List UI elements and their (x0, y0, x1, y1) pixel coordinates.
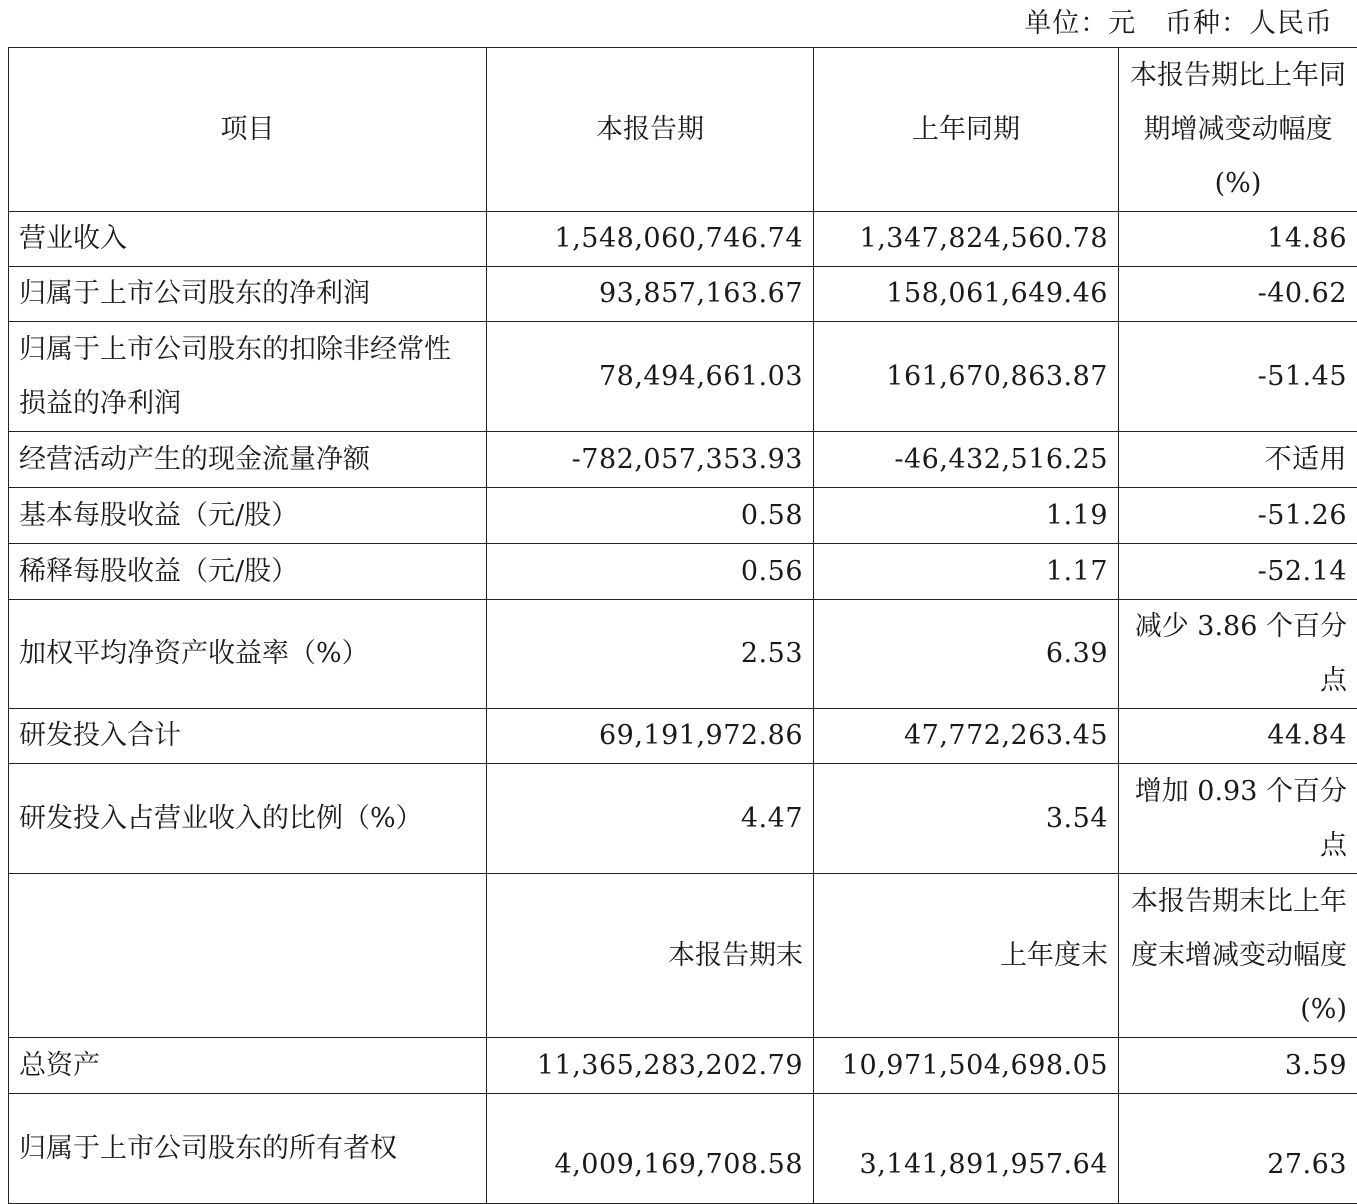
row-current: 0.58 (487, 488, 814, 544)
header-item: 项目 (9, 48, 487, 212)
subheader-period-end: 本报告期末 (487, 874, 814, 1038)
row-change: 减少 3.86 个百分点 (1119, 600, 1357, 709)
row-prior: 6.39 (814, 600, 1119, 709)
row-prior: 3.54 (814, 764, 1119, 874)
table-row (9, 600, 1357, 709)
table-row (9, 709, 1357, 764)
header-prior-period: 上年同期 (814, 48, 1119, 212)
header-change-pct: 本报告期比上年同期增减变动幅度(%) (1119, 48, 1357, 212)
table-row (9, 544, 1357, 600)
table-subheader-row (9, 874, 1357, 1038)
row-label: 营业收入 (9, 212, 487, 267)
row-label: 研发投入占营业收入的比例（%） (9, 764, 487, 874)
row-label: 总资产 (9, 1038, 487, 1094)
row-current: 69,191,972.86 (487, 709, 814, 764)
row-change: 3.59 (1119, 1038, 1357, 1094)
row-prior: -46,432,516.25 (814, 432, 1119, 488)
subheader-item (9, 874, 487, 1038)
row-prior: 10,971,504,698.05 (814, 1038, 1119, 1094)
row-change: -51.45 (1119, 322, 1357, 432)
row-change: -40.62 (1119, 267, 1357, 322)
table-row (9, 1094, 1357, 1204)
row-change: -51.26 (1119, 488, 1357, 544)
row-prior: 1.19 (814, 488, 1119, 544)
row-current: 11,365,283,202.79 (487, 1038, 814, 1094)
table-row (9, 267, 1357, 322)
row-current: -782,057,353.93 (487, 432, 814, 488)
table-row (9, 764, 1357, 874)
row-prior: 47,772,263.45 (814, 709, 1119, 764)
row-change: 不适用 (1119, 432, 1357, 488)
row-current: 1,548,060,746.74 (487, 212, 814, 267)
subheader-change-pct: 本报告期末比上年度末增减变动幅度(%) (1119, 874, 1357, 1038)
row-change: 44.84 (1119, 709, 1357, 764)
header-current-period: 本报告期 (487, 48, 814, 212)
row-label: 加权平均净资产收益率（%） (9, 600, 487, 709)
row-label: 归属于上市公司股东的净利润 (9, 267, 487, 322)
unit-currency-note: 单位：元 币种：人民币 (1024, 4, 1333, 44)
row-label: 基本每股收益（元/股） (9, 488, 487, 544)
row-change: -52.14 (1119, 544, 1357, 600)
row-change: 增加 0.93 个百分点 (1119, 764, 1357, 874)
table-row (9, 212, 1357, 267)
table-row (9, 432, 1357, 488)
table-row (9, 322, 1357, 432)
row-change: 14.86 (1119, 212, 1357, 267)
row-label: 归属于上市公司股东的扣除非经常性损益的净利润 (9, 322, 487, 432)
row-change: 27.63 (1119, 1094, 1357, 1204)
subheader-prior-year-end: 上年度末 (814, 874, 1119, 1038)
row-prior: 158,061,649.46 (814, 267, 1119, 322)
table-header-row (9, 48, 1357, 212)
row-current: 4,009,169,708.58 (487, 1094, 814, 1204)
row-prior: 1.17 (814, 544, 1119, 600)
row-prior: 161,670,863.87 (814, 322, 1119, 432)
row-label: 稀释每股收益（元/股） (9, 544, 487, 600)
row-label: 经营活动产生的现金流量净额 (9, 432, 487, 488)
row-prior: 3,141,891,957.64 (814, 1094, 1119, 1204)
row-label: 归属于上市公司股东的所有者权 (9, 1094, 487, 1204)
financial-summary-table (8, 47, 1357, 1204)
row-prior: 1,347,824,560.78 (814, 212, 1119, 267)
table-row (9, 488, 1357, 544)
row-current: 78,494,661.03 (487, 322, 814, 432)
row-current: 2.53 (487, 600, 814, 709)
row-label: 研发投入合计 (9, 709, 487, 764)
row-current: 0.56 (487, 544, 814, 600)
row-current: 4.47 (487, 764, 814, 874)
table-row (9, 1038, 1357, 1094)
row-current: 93,857,163.67 (487, 267, 814, 322)
